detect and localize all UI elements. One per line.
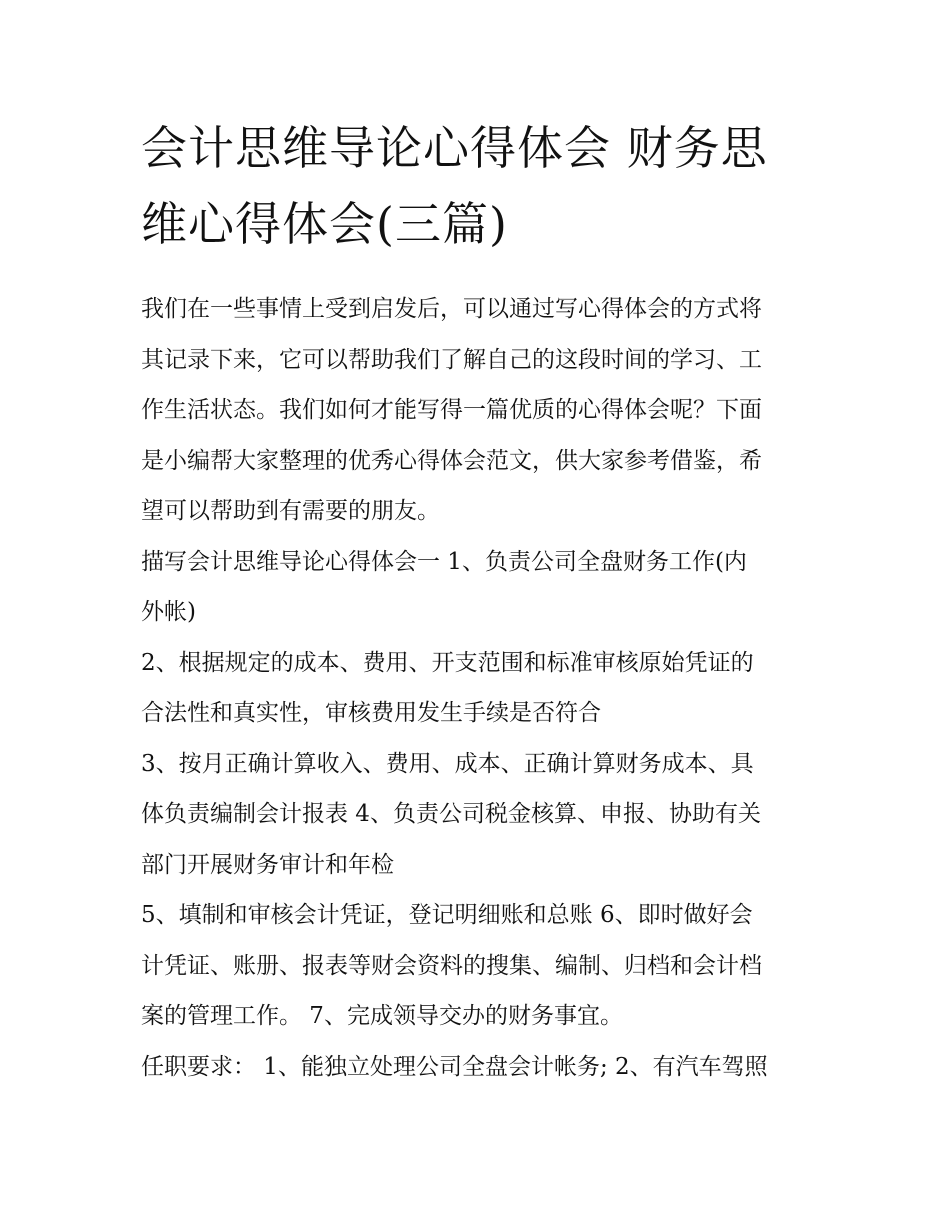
duty-paragraph-2: [141, 638, 813, 739]
text-line: 描写会计思维导论心得体会一 1、负责公司全盘财务工作(内: [141, 548, 747, 575]
duty-paragraph-5: [141, 890, 813, 1042]
intro-paragraph: [141, 284, 813, 537]
title-line: 维心得体会(三篇): [141, 197, 508, 251]
text-line: 3、按月正确计算收入、费用、成本、正确计算财务成本、具: [141, 750, 754, 777]
text-line: 2、根据规定的成本、费用、开支范围和标准审核原始凭证的: [141, 649, 754, 676]
text-line: 合法性和真实性，审核费用发生手续是否符合: [141, 700, 601, 726]
title-line: 会计思维导论心得体会 财务思: [141, 121, 768, 175]
text-line: 作生活状态。我们如何才能写得一篇优质的心得体会呢？下面: [141, 397, 762, 423]
text-line: 案的管理工作。 7、完成领导交办的财务事宜。: [141, 1003, 623, 1029]
text-line: 是小编帮大家整理的优秀心得体会范文，供大家参考借鉴，希: [141, 447, 762, 474]
text-line: 外帐): [141, 599, 196, 625]
document-title: [141, 110, 813, 262]
text-line: 体负责编制会计报表 4、负责公司税金核算、申报、协助有关: [141, 801, 761, 827]
text-line: 望可以帮助到有需要的朋友。: [141, 498, 440, 524]
duty-paragraph-3: [141, 739, 813, 891]
text-line: 任职要求： 1、能独立处理公司全盘会计帐务; 2、有汽车驾照: [141, 1053, 768, 1080]
document-body: [141, 110, 813, 1092]
text-line: 其记录下来，它可以帮助我们了解自己的这段时间的学习、工: [141, 346, 762, 373]
text-line: 我们在一些事情上受到启发后，可以通过写心得体会的方式将: [141, 296, 762, 322]
text-line: 部门开展财务审计和年检: [141, 851, 394, 878]
requirements-paragraph: [141, 1042, 813, 1093]
text-line: 5、填制和审核会计凭证，登记明细账和总账 6、即时做好会: [141, 902, 753, 928]
duty-paragraph-1: [141, 537, 813, 638]
text-line: 计凭证、账册、报表等财会资料的搜集、编制、归档和会计档: [141, 952, 762, 979]
